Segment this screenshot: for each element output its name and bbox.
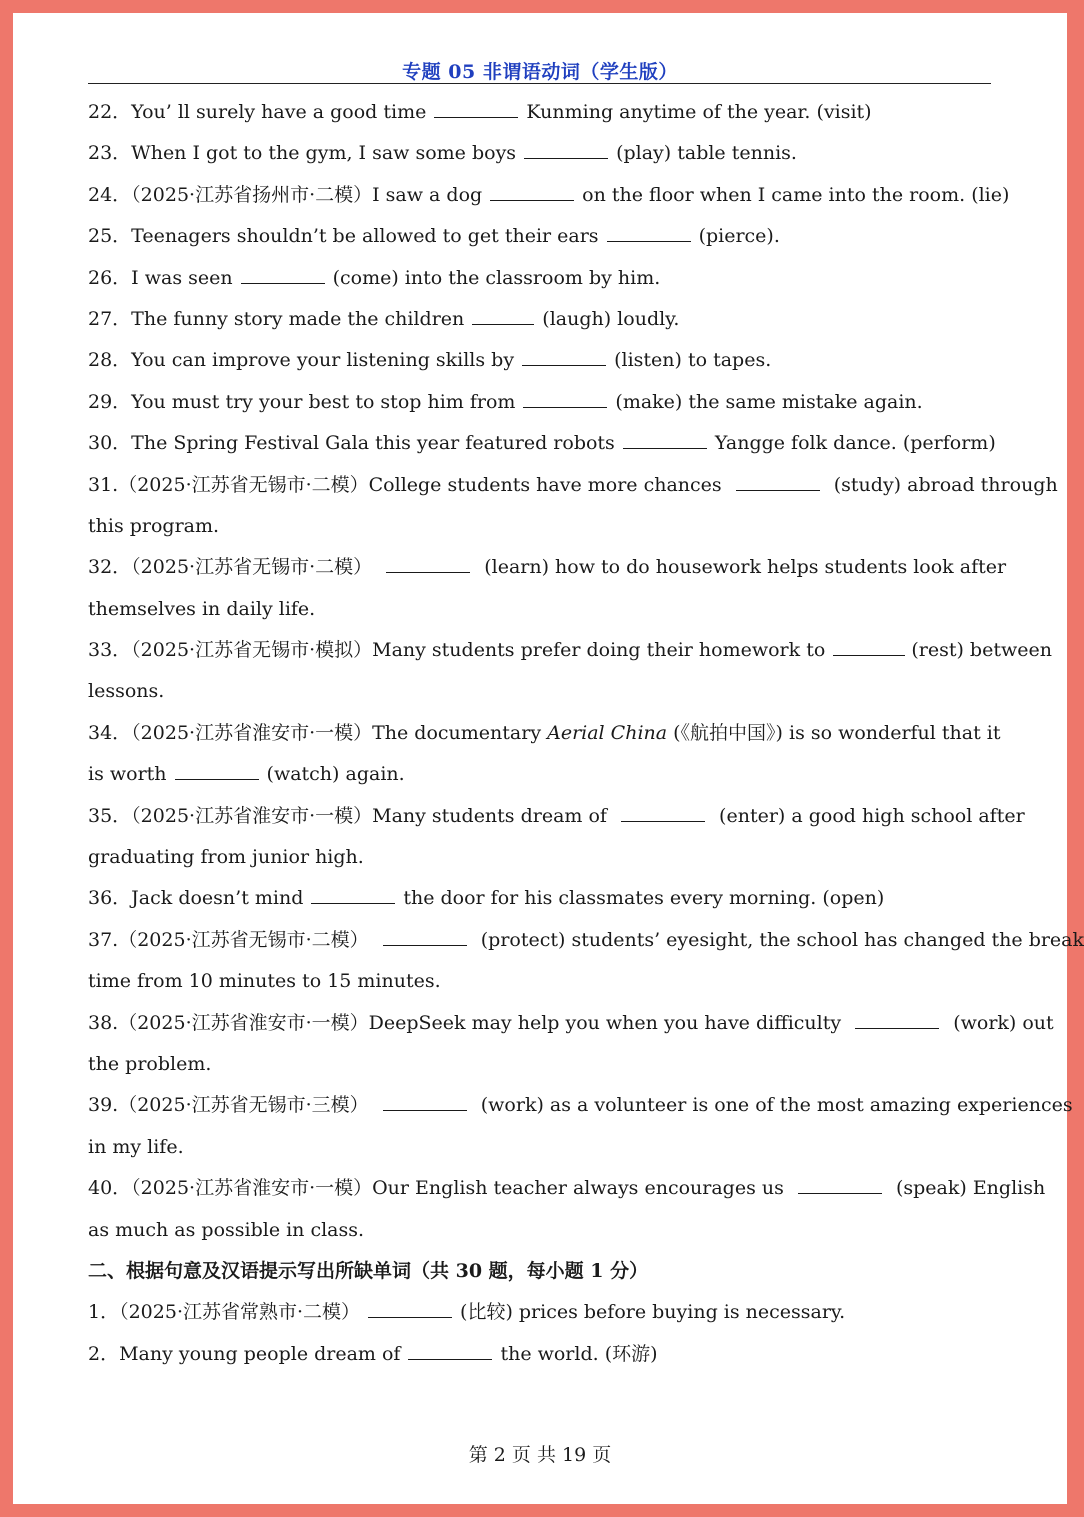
answer-blank[interactable] <box>383 1109 467 1111</box>
answer-blank[interactable] <box>736 489 820 491</box>
question-33-continued: lessons. <box>88 680 165 703</box>
question-24: 24．（2025·江苏省扬州市·二模）I saw a dog on the floor when I came into the room. (lie) <box>88 183 1010 206</box>
question-22: 22．You’ ll surely have a good time Kunming anytime of the year. (visit) <box>88 101 872 123</box>
answer-blank[interactable] <box>621 820 705 822</box>
question-37: 37.（2025·江苏省无锡市·二模） (protect) students’ eyesight, the school has changed the break <box>88 928 1084 951</box>
header-divider <box>88 83 991 84</box>
question-39: 39.（2025·江苏省无锡市·三模） (work) as a volunteer is one of the most amazing experiences <box>88 1094 1073 1117</box>
question-32: 32．（2025·江苏省无锡市·二模） (learn) how to do housework helps students look after <box>88 556 1007 579</box>
answer-blank[interactable] <box>408 1358 492 1360</box>
question-33: 33．（2025·江苏省无锡市·模拟）Many students prefer doing their homework to (rest) between <box>88 639 1052 662</box>
answer-blank[interactable] <box>311 902 395 904</box>
question-36: 36．Jack doesn’t mind the door for his classmates every morning. (open) <box>88 887 885 910</box>
question-37-continued: time from 10 minutes to 15 minutes. <box>88 970 441 993</box>
question-39-continued: in my life. <box>88 1135 184 1158</box>
question-25: 25．Teenagers shouldn’t be allowed to get their ears (pierce). <box>88 225 780 248</box>
documentary-title: Aerial China <box>547 721 668 744</box>
exercise-list <box>88 92 1084 1375</box>
answer-blank[interactable] <box>833 654 905 656</box>
answer-blank[interactable] <box>490 199 574 201</box>
answer-blank[interactable] <box>522 364 606 366</box>
answer-blank[interactable] <box>386 571 470 573</box>
question-40-continued: as much as possible in class. <box>88 1218 365 1241</box>
question-38: 38.（2025·江苏省淮安市·一模）DeepSeek may help you when you have difficulty (work) out <box>88 1011 1054 1034</box>
answer-blank[interactable] <box>607 240 691 242</box>
answer-blank[interactable] <box>434 116 518 118</box>
question-34-continued: is worth (watch) again. <box>88 763 405 786</box>
answer-blank[interactable] <box>798 1192 882 1194</box>
answer-blank[interactable] <box>472 323 534 325</box>
answer-blank[interactable] <box>241 282 325 284</box>
section-2-question-2: 2．Many young people dream of the world. (环游) <box>88 1342 658 1365</box>
question-31-continued: this program. <box>88 514 220 537</box>
section-2-question-1: 1．（2025·江苏省常熟市·二模） (比较) prices before buying is necessary. <box>88 1301 846 1324</box>
answer-blank[interactable] <box>855 1027 939 1029</box>
question-30: 30．The Spring Festival Gala this year featured robots Yangge folk dance. (perform) <box>88 432 996 455</box>
answer-blank[interactable] <box>175 778 259 780</box>
question-27: 27．The funny story made the children (laugh) loudly. <box>88 307 680 330</box>
question-26: 26．I was seen (come) into the classroom by him. <box>88 266 661 289</box>
question-32-continued: themselves in daily life. <box>88 597 316 620</box>
document-page <box>13 13 1084 1504</box>
question-23: 23．When I got to the gym, I saw some boys (play) table tennis. <box>88 142 797 165</box>
question-35-continued: graduating from junior high. <box>88 846 364 869</box>
answer-blank[interactable] <box>523 406 607 408</box>
answer-blank[interactable] <box>524 157 608 159</box>
section-2-heading: 二、根据句意及汉语提示写出所缺单词（共 30 题，每小题 1 分） <box>88 1259 649 1282</box>
answer-blank[interactable] <box>623 447 707 449</box>
question-31: 31.（2025·江苏省无锡市·二模）College students have more chances (study) abroad through <box>88 473 1058 496</box>
document-title: 专题 05 非谓语动词（学生版） <box>402 61 678 83</box>
question-29: 29．You must try your best to stop him from (make) the same mistake again. <box>88 390 923 413</box>
question-40: 40．（2025·江苏省淮安市·一模）Our English teacher always encourages us (speak) English <box>88 1177 1046 1200</box>
question-38-continued: the problem. <box>88 1052 212 1075</box>
answer-blank[interactable] <box>368 1316 452 1318</box>
answer-blank[interactable] <box>383 944 467 946</box>
question-35: 35．（2025·江苏省淮安市·一模）Many students dream of (enter) a good high school after <box>88 804 1025 827</box>
question-34: 34．（2025·江苏省淮安市·一模）The documentary Aerial China (《航拍中国》) is so wonderful that it <box>88 721 1001 744</box>
question-28: 28．You can improve your listening skills by (listen) to tapes. <box>88 349 772 372</box>
page-number: 第 2 页 共 19 页 <box>468 1444 612 1466</box>
